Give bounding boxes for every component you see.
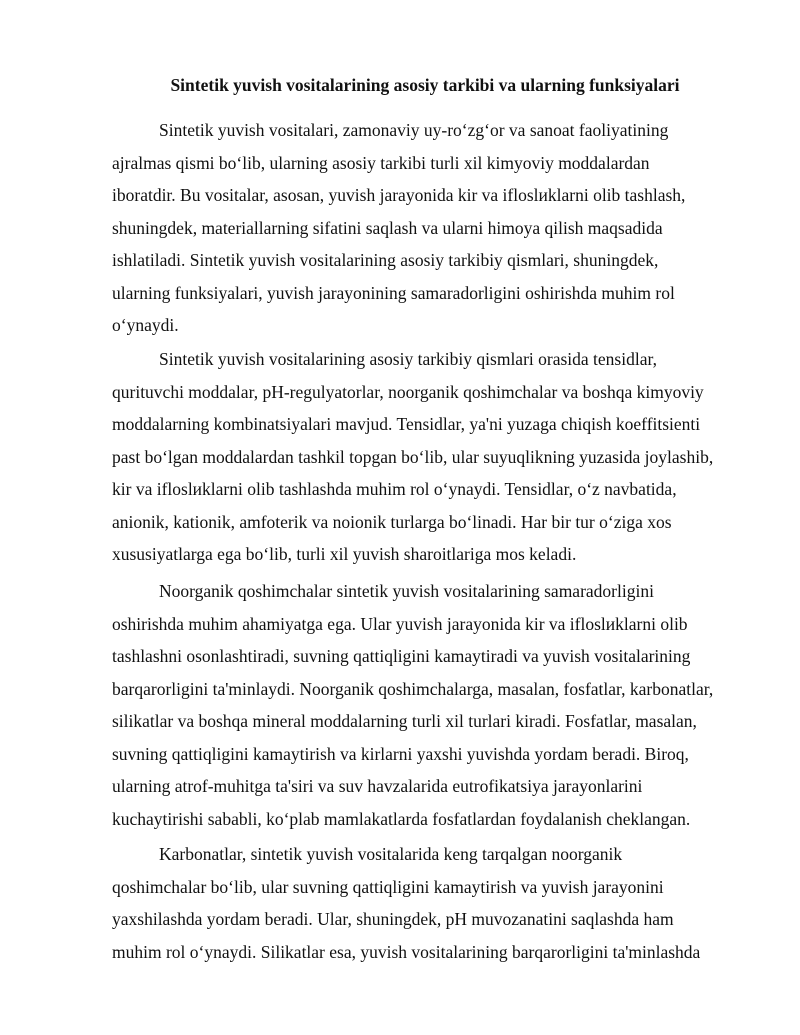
text-line: o‘ynaydi. (112, 315, 179, 335)
text-line: yaxshilashda yordam beradi. Ular, shuningdek, pH muvozanatini saqlashda ham (112, 909, 674, 929)
text-line: moddalarning kombinatsiyalari mavjud. Tensidlar, ya'ni yuzaga chiqish koeffitsienti (112, 414, 701, 434)
text-line: ularning funksiyalari, yuvish jarayonining samaradorligini oshirishda muhim rol (112, 282, 675, 303)
text-line: ajralmas qismi bo‘lib, ularning asosiy tarkibi turli xil kimyoviy moddalardan (112, 152, 650, 173)
text-line: qoshimchalar bo‘lib, ular suvning qattiqligini kamaytirish va yuvish jarayonini (112, 876, 664, 897)
text-line: Sintetik yuvish vositalari, zamonaviy uy-ro‘zg‘or va sanoat faoliyatining (159, 120, 669, 140)
paragraph-1 (112, 114, 752, 342)
text-line: anionik, kationik, amfoterik va noionik turlarga bo‘linadi. Har bir tur o‘ziga xos (112, 511, 672, 532)
paragraph-4 (112, 838, 752, 968)
text-line: suvning qattiqligini kamaytirish va kirlarni yaxshi yuvishda yordam beradi. Biroq, (112, 743, 689, 764)
document-title: Sintetik yuvish vositalarining asosiy tarkibi va ularning funksiyalari (170, 75, 680, 95)
text-line: kuchaytirishi sababli, ko‘plab mamlakatlarda fosfatlardan foydalanish cheklangan. (112, 808, 691, 829)
text-line: past bo‘lgan moddalardan tashkil topgan bo‘lib, ular suyuqlikning yuzasida joylashib, (112, 446, 714, 467)
text-line: iboratdir. Bu vositalar, asosan, yuvish jarayonida kir va ifloslиklarni olib tashlash, (112, 185, 686, 205)
text-line: qurituvchi moddalar, pH-regulyatorlar, noorganik qoshimchalar va boshqa kimyoviy (112, 381, 704, 402)
text-line: oshirishda muhim ahamiyatga ega. Ular yuvish jarayonida kir va ifloslиklarni olib (112, 613, 688, 634)
text-line: Sintetik yuvish vositalarining asosiy tarkibiy qismlari orasida tensidlar, (159, 349, 657, 369)
text-line: Noorganik qoshimchalar sintetik yuvish vositalarining samaradorligini (159, 581, 654, 601)
text-line: tashlashni osonlashtiradi, suvning qattiqligini kamaytiradi va yuvish vositalarining (112, 646, 691, 666)
paragraph-2 (112, 343, 752, 571)
text-line: xususiyatlarga ega bo‘lib, turli xil yuvish sharoitlariga mos keladi. (112, 544, 577, 564)
text-line: Karbonatlar, sintetik yuvish vositalarida keng tarqalgan noorganik (159, 844, 623, 864)
text-line: muhim rol o‘ynaydi. Silikatlar esa, yuvish vositalarining barqarorligini ta'minlashda (112, 941, 701, 962)
text-line: ularning atrof-muhitga ta'siri va suv havzalarida eutrofikatsiya jarayonlarini (112, 776, 643, 796)
text-line: shuningdek, materiallarning sifatini saqlash va ularni himoya qilish maqsadida (112, 217, 663, 238)
text-line: kir va ifloslиklarni olib tashlashda muhim rol o‘ynaydi. Tensidlar, o‘z navbatida, (112, 479, 677, 499)
text-line: barqarorligini ta'minlaydi. Noorganik qoshimchalarga, masalan, fosfatlar, karbonatlar, (112, 678, 714, 699)
text-line: silikatlar va boshqa mineral moddalarning turli xil turlari kiradi. Fosfatlar, masalan, (112, 711, 697, 731)
text-line: ishlatiladi. Sintetik yuvish vositalarining asosiy tarkibiy qismlari, shuningdek, (112, 250, 659, 270)
paragraph-3 (112, 575, 752, 835)
